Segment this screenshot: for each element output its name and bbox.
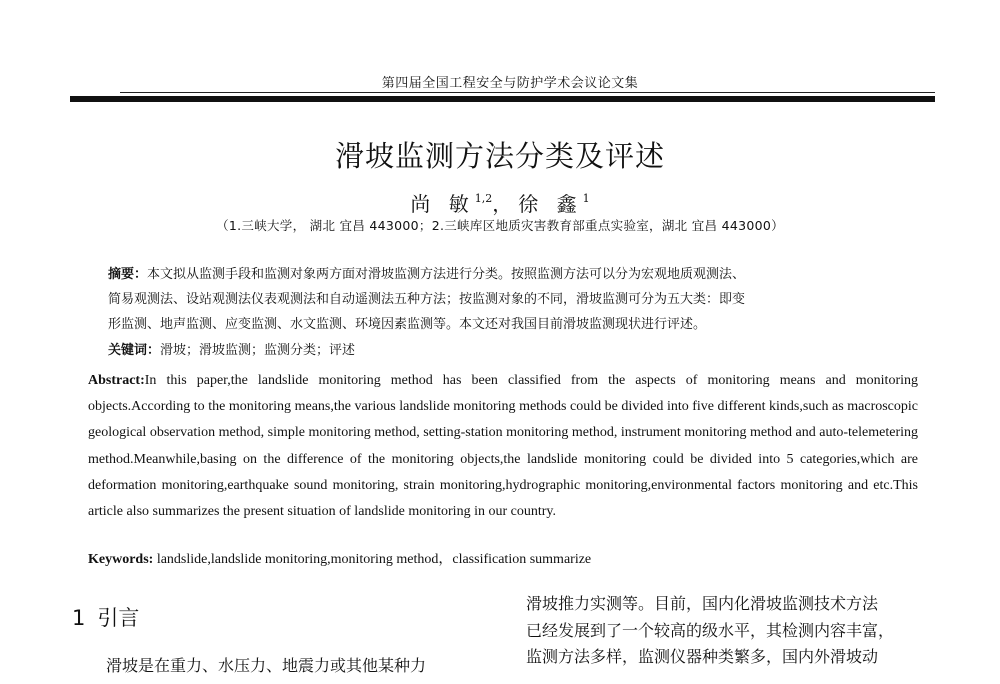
right-body-line2: 已经发展到了一个较高的级水平，其检测内容丰富， xyxy=(526,620,895,640)
header-rule-thin xyxy=(120,92,935,93)
keywords-cn xyxy=(108,339,908,358)
keywords-cn-label: 关键词： xyxy=(108,343,161,358)
keywords-en xyxy=(88,548,918,568)
left-column-body xyxy=(72,650,492,682)
section-number: 1 xyxy=(72,606,86,630)
author-separator: ， xyxy=(492,192,519,216)
section-title: 引言 xyxy=(97,606,140,630)
keywords-en-text: landslide,landslide monitoring,monitoring method，classification summarize xyxy=(153,552,592,567)
keywords-cn-text: 滑坡；滑坡监测；监测分类；评述 xyxy=(160,343,356,358)
abstract-cn-label: 摘要： xyxy=(108,267,148,282)
right-body-line1: 滑坡推力实测等。目前，国内化滑坡监测技术方法 xyxy=(526,594,879,613)
right-body-line3: 监测方法多样，监测仪器种类繁多，国内外滑坡动 xyxy=(526,647,879,666)
abstract-en-label: Abstract: xyxy=(88,373,145,388)
abstract-cn-line1: 本文拟从监测手段和监测对象两方面对滑坡监测方法进行分类。按照监测方法可以分为宏观地质观测法、 xyxy=(147,267,746,282)
header-rule-thick xyxy=(70,96,935,102)
author-2: 徐 鑫 xyxy=(518,192,583,216)
author-1-affil: 1,2 xyxy=(474,192,493,205)
paper-title: 滑坡监测方法分类及评述 xyxy=(334,139,665,173)
abstract-en xyxy=(88,368,918,525)
abstract-cn-line3: 形监测、地声监测、应变监测、水文监测、环境因素监测等。本文还对我国目前滑坡监测现状进行评述。 xyxy=(108,317,707,332)
journal-header: 第四届全国工程安全与防护学术会议论文集 xyxy=(381,76,639,91)
author-line xyxy=(0,188,1000,217)
author-1: 尚 敏 xyxy=(410,192,475,216)
left-body-line1: 滑坡是在重力、水压力、地震力或其他某种力 xyxy=(106,656,427,675)
abstract-en-text: In this paper,the landslide monitoring method has been classified from the aspects of monitoring means and monitoring objects.According to the monitoring means,the various landslide monitoring methods could be divided into five different kinds,such as macroscopic geological observation method, simple monitoring method, setting-station monitoring method, instrument monitoring method and auto-telemetering method.Meanwhile,basing on the difference of the monitoring objects,the landslide monitoring could be divided into 5 categories,which are deformation monitoring,earthquake sound monitoring, strain monitoring,hydrographic monitoring,environmental factors monitoring and etc.This article also summarizes the present situation of landslide monitoring in our country. xyxy=(88,373,918,520)
right-column-body xyxy=(526,591,936,671)
author-2-affil: 1 xyxy=(582,192,590,205)
keywords-en-label: Keywords: xyxy=(88,552,154,567)
section-heading xyxy=(72,602,139,632)
affiliation: （1.三峡大学， 湖北 宜昌 443000；2.三峡库区地质灾害教育部重点实验室，湖北 宜昌 443000） xyxy=(216,218,784,233)
abstract-cn-line2: 简易观测法、设站观测法仪表观测法和自动遥测法五种方法；按监测对象的不同，滑坡监测可分为五大类：即变 xyxy=(108,292,746,307)
abstract-cn xyxy=(108,262,908,337)
